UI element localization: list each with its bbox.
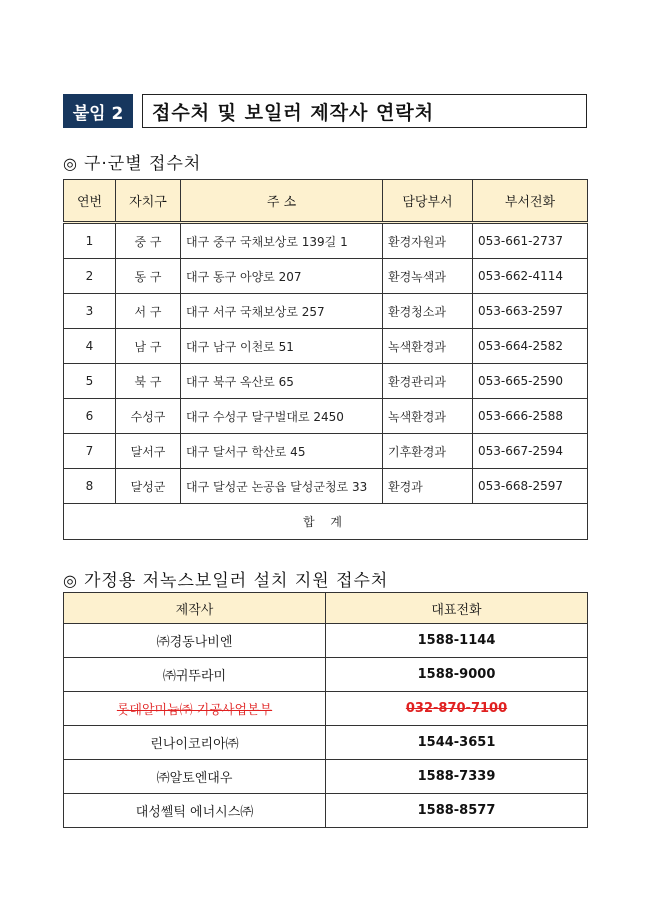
section-maker-heading [63,566,388,591]
table-row [64,726,588,760]
table-row [64,329,588,364]
col-header-department: 담당부서 [383,180,473,223]
cell-phone: 053-665-2590 [473,364,588,399]
table-row [64,692,588,726]
cell-district: 달성군 [116,469,181,504]
col-header-maker: 제작사 [64,593,326,624]
bullet-circle-icon: ◎ [63,154,78,173]
cell-maker: 린나이코리아㈜ [64,726,326,760]
col-header-main-phone: 대표전화 [326,593,588,624]
table-row [64,469,588,504]
cell-number: 4 [64,329,116,364]
cell-number: 1 [64,223,116,259]
cell-main-phone: 1588-8577 [326,794,588,828]
cell-phone: 053-661-2737 [473,223,588,259]
table-row [64,624,588,658]
cell-main-phone: 1588-9000 [326,658,588,692]
attachment-tag: 붙임 2 [63,94,133,128]
section-district-heading [63,149,201,174]
cell-phone: 053-662-4114 [473,259,588,294]
cell-address: 대구 북구 옥산로 65 [181,364,383,399]
cell-phone: 053-663-2597 [473,294,588,329]
cell-district: 남 구 [116,329,181,364]
cell-address: 대구 달성군 논공읍 달성군청로 33 [181,469,383,504]
cell-maker: ㈜알토엔대우 [64,760,326,794]
cell-department: 녹색환경과 [383,399,473,434]
cell-address: 대구 남구 이천로 51 [181,329,383,364]
col-header-address: 주 소 [181,180,383,223]
cell-district: 북 구 [116,364,181,399]
cell-maker: ㈜귀뚜라미 [64,658,326,692]
boiler-maker-table [63,592,588,828]
section-maker-title: 가정용 저녹스보일러 설치 지원 접수처 [83,571,389,591]
col-header-district: 자치구 [116,180,181,223]
cell-phone: 053-664-2582 [473,329,588,364]
cell-main-phone: 1588-7339 [326,760,588,794]
table-row [64,364,588,399]
cell-department: 기후환경과 [383,434,473,469]
table-row [64,294,588,329]
attachment-header [63,94,587,128]
cell-number: 5 [64,364,116,399]
cell-district: 중 구 [116,223,181,259]
cell-number: 2 [64,259,116,294]
cell-phone: 053-667-2594 [473,434,588,469]
cell-address: 대구 서구 국채보상로 257 [181,294,383,329]
table-row [64,658,588,692]
cell-number: 7 [64,434,116,469]
col-header-number: 연번 [64,180,116,223]
cell-department: 환경관리과 [383,364,473,399]
cell-address: 대구 동구 아양로 207 [181,259,383,294]
cell-number: 8 [64,469,116,504]
cell-district: 달서구 [116,434,181,469]
cell-main-phone: 1544-3651 [326,726,588,760]
table-row [64,794,588,828]
table-row [64,223,588,259]
page-title: 접수처 및 보일러 제작사 연락처 [142,94,587,128]
total-row [64,504,588,540]
cell-district: 수성구 [116,399,181,434]
cell-number: 3 [64,294,116,329]
cell-address: 대구 달서구 학산로 45 [181,434,383,469]
cell-department: 환경청소과 [383,294,473,329]
cell-address: 대구 수성구 달구벌대로 2450 [181,399,383,434]
cell-number: 6 [64,399,116,434]
table-header-row [64,593,588,624]
cell-district: 동 구 [116,259,181,294]
table-row [64,434,588,469]
district-contact-table [63,179,588,540]
table-row [64,259,588,294]
cell-district: 서 구 [116,294,181,329]
bullet-circle-icon: ◎ [63,571,78,590]
cell-department: 녹색환경과 [383,329,473,364]
cell-main-phone: 032-870-7100 [326,692,588,726]
cell-department: 환경자원과 [383,223,473,259]
cell-phone: 053-666-2588 [473,399,588,434]
cell-address: 대구 중구 국채보상로 139길 1 [181,223,383,259]
table-row [64,399,588,434]
table-header-row [64,180,588,223]
cell-maker: ㈜경동나비엔 [64,624,326,658]
cell-phone: 053-668-2597 [473,469,588,504]
total-label: 합 계 [64,504,588,540]
cell-department: 환경과 [383,469,473,504]
cell-maker: 롯데알미늄㈜ 기공사업본부 [64,692,326,726]
col-header-phone: 부서전화 [473,180,588,223]
table-row [64,760,588,794]
cell-maker: 대성쎌틱 에너시스㈜ [64,794,326,828]
cell-department: 환경녹색과 [383,259,473,294]
cell-main-phone: 1588-1144 [326,624,588,658]
section-district-title: 구·군별 접수처 [83,154,202,174]
